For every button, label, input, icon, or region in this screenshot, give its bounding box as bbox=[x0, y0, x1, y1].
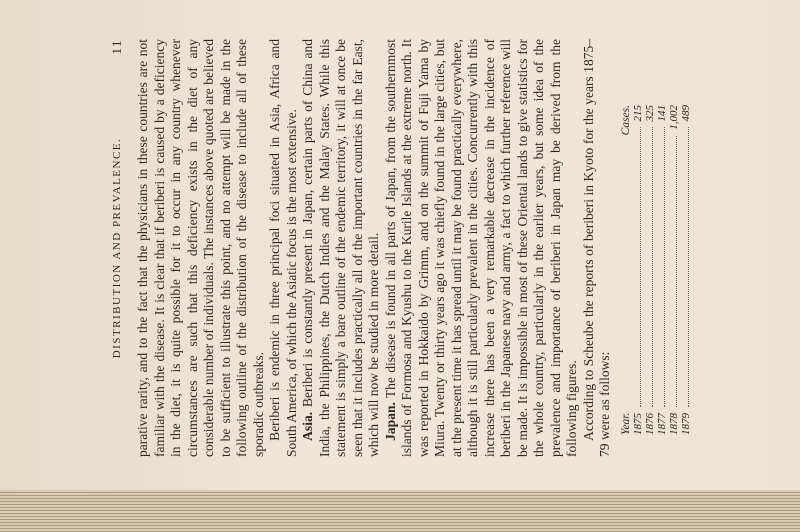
year-cell: 1878 bbox=[667, 413, 680, 435]
page-number: 11 bbox=[109, 39, 124, 55]
dot-leader bbox=[632, 128, 641, 408]
year-cell: 1875 bbox=[631, 413, 644, 435]
paragraph bbox=[300, 39, 383, 457]
running-title: DISTRIBUTION AND PREVALENCE. bbox=[111, 137, 123, 359]
table-header bbox=[620, 105, 632, 435]
running-head bbox=[109, 39, 135, 457]
paragraph bbox=[267, 39, 300, 457]
table-row bbox=[632, 105, 644, 435]
dot-leader bbox=[644, 128, 653, 408]
column-cases-header: Cases. bbox=[619, 105, 632, 136]
cases-cell: 215 bbox=[631, 105, 644, 122]
cases-cell: 325 bbox=[643, 105, 656, 122]
paragraph bbox=[135, 39, 267, 457]
table-row bbox=[668, 105, 680, 435]
kyoto-cases-table bbox=[620, 105, 692, 435]
paragraph-text: According to Scheube the reports of beriberi in Kyoto for the years 1875–79 were as follows: bbox=[580, 39, 612, 457]
column-year-header: Year. bbox=[619, 412, 632, 435]
paragraph-text: The disease is found in all parts of Japan, from the southernmost islands of Formosa and Kyushu to the Kurile Islands at the extreme north. It was reported in Hokkaido by Grimm, and on the summit of Fuji Yama by Miura. Twenty or thirty years ago it was chiefly found in the large cities, but at the present time it has spread until it may be found practically everywhere, although it is still particularly prevalent in the cities. Concurrently with this increase there has been a very remarkable decrease in the incidence of beriberi in the Japanese navy and army, a fact to which further reference will be made. It is impossible in most of these Oriental lands to give statistics for the whole country, particularly in the earlier years, but some idea of the prevalence and importance of beriberi in Japan may be derived from the following figures. bbox=[382, 39, 579, 457]
cases-cell: 489 bbox=[679, 105, 692, 122]
section-lead-japan: Japan. bbox=[382, 402, 398, 441]
paragraph bbox=[581, 39, 614, 457]
table-row bbox=[680, 105, 692, 435]
dot-leader bbox=[680, 128, 689, 408]
paragraph-text: parative rarity, and to the fact that the physicians in these countries are not familiar with the disease. It is clear that if beriberi is caused by a deficiency in the diet, it is quite possible for it to occur in any country whenever circumstances are such that this deficiency exists in the diet of any considerable number of individuals. The instances above quoted are believed to be sufficient to illustrate this point, and no attempt will be made in the following outline of the distribution of the disease to include all of these sporadic outbreaks. bbox=[135, 39, 266, 457]
table-row bbox=[644, 105, 656, 435]
year-cell: 1879 bbox=[679, 413, 692, 435]
rotated-page-content bbox=[95, 21, 705, 475]
section-lead-asia: Asia. bbox=[300, 411, 315, 441]
dot-leader bbox=[668, 136, 677, 407]
paragraph bbox=[383, 39, 581, 457]
paragraph-text: Beriberi is constantly present in Japan, certain parts of China and India, the Philippines, the Dutch Indies and the Malay States. While this statement is simply a bare outline of the endemic territory, it will at once be seen that it includes practically all of the important countries in the far East, which will now be studied in more detail. bbox=[300, 39, 381, 457]
year-cell: 1877 bbox=[655, 413, 668, 435]
year-cell: 1876 bbox=[643, 413, 656, 435]
cases-cell: 141 bbox=[655, 105, 668, 122]
stacked-page-edges bbox=[0, 490, 800, 532]
dot-leader bbox=[656, 128, 665, 408]
table-row bbox=[656, 105, 668, 435]
cases-cell: 1,002 bbox=[667, 105, 680, 130]
paragraph-text: Beriberi is endemic in three principal foci situated in Asia, Africa and South America, of which the Asiatic focus is the most extensive. bbox=[267, 39, 299, 457]
